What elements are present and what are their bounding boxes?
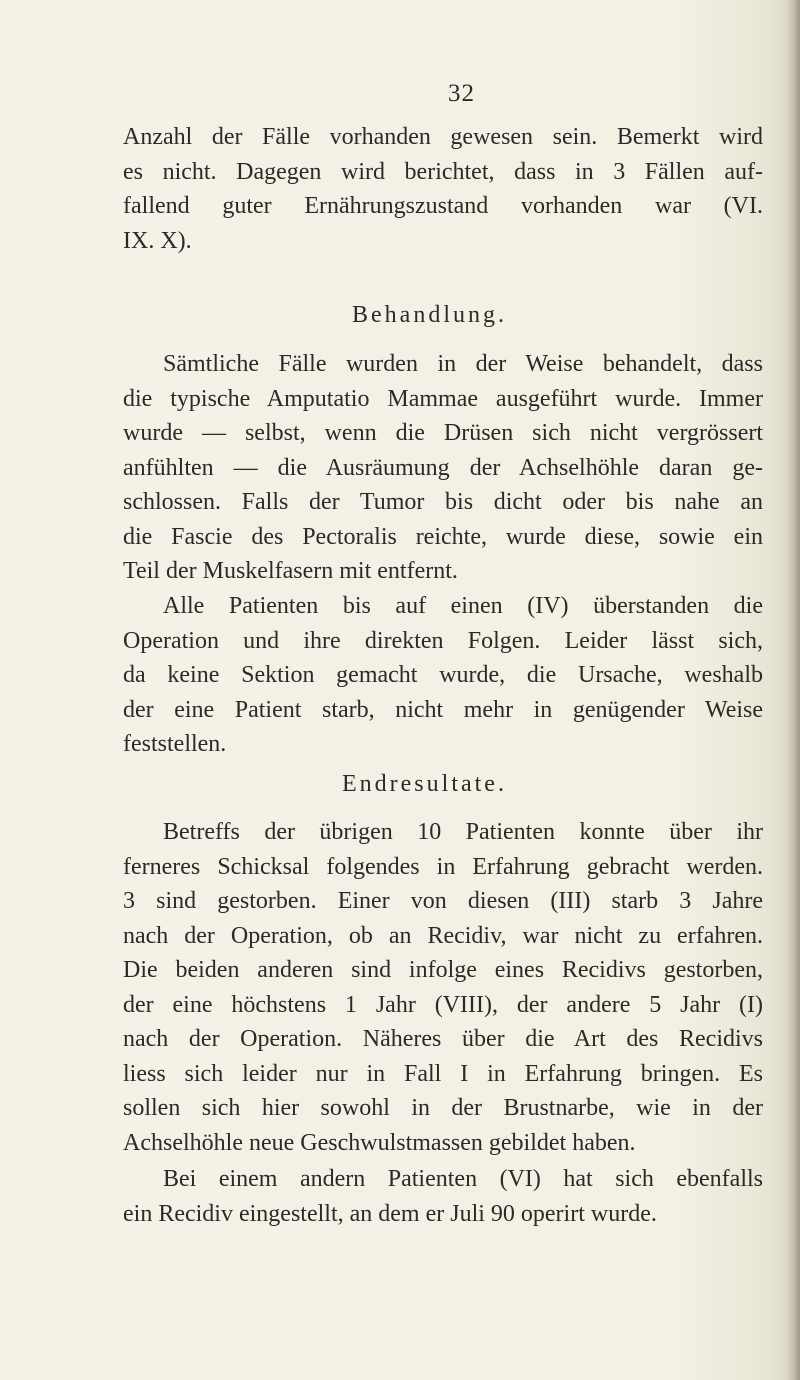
text-line: Anzahl der Fälle vorhanden gewesen sein. Bemerkt wird — [123, 124, 763, 150]
paragraph-5 — [123, 1162, 763, 1231]
text-line: die Fascie des Pectoralis reichte, wurde diese, sowie ein — [123, 523, 763, 550]
paragraph-2 — [123, 347, 763, 589]
text-line: schlossen. Falls der Tumor bis dicht oder bis nahe an — [123, 489, 763, 515]
text-line: feststellen. — [123, 731, 227, 757]
section-heading-behandlung: Behandlung. — [352, 302, 507, 328]
text-line: da keine Sektion gemacht wurde, die Ursache, weshalb — [123, 662, 763, 688]
section-heading-endresultate: Endresultate. — [342, 771, 507, 797]
text-line: Sämtliche Fälle wurden in der Weise behandelt, dass — [163, 351, 763, 377]
text-line: der eine höchstens 1 Jahr (VIII), der andere 5 Jahr (I) — [123, 991, 763, 1018]
text-line: nach der Operation. Näheres über die Art des Recidivs — [123, 1026, 763, 1052]
text-line: IX. X). — [123, 227, 192, 254]
paragraph-4 — [123, 815, 763, 1160]
text-line: Betreffs der übrigen 10 Patienten konnte über ihr — [163, 819, 763, 845]
text-line: Operation und ihre direkten Folgen. Leider lässt sich, — [123, 627, 763, 654]
text-line: der eine Patient starb, nicht mehr in genügender Weise — [123, 696, 763, 723]
text-line: Teil der Muskelfasern mit entfernt. — [123, 558, 458, 584]
text-line: fallend guter Ernährungszustand vorhanden war (VI. — [123, 193, 763, 219]
text-line: es nicht. Dagegen wird berichtet, dass in 3 Fällen auf- — [123, 158, 763, 185]
text-line: liess sich leider nur in Fall I in Erfahrung bringen. Es — [123, 1060, 763, 1087]
paragraph-1 — [123, 120, 763, 258]
page-number: 32 — [448, 80, 475, 107]
text-line: ferneres Schicksal folgendes in Erfahrung gebracht werden. — [123, 853, 763, 880]
text-line: Bei einem andern Patienten (VI) hat sich ebenfalls — [163, 1166, 763, 1192]
text-line: wurde — selbst, wenn die Drüsen sich nicht vergrössert — [123, 420, 763, 446]
text-line: die typische Amputatio Mammae ausgeführt wurde. Immer — [123, 385, 763, 412]
text-line: ein Recidiv eingestellt, an dem er Juli 90 operirt wurde. — [123, 1200, 657, 1227]
text-line: Achselhöhle neue Geschwulstmassen gebildet haben. — [123, 1129, 636, 1156]
text-line: Die beiden anderen sind infolge eines Recidivs gestorben, — [123, 957, 763, 983]
text-line: anfühlten — die Ausräumung der Achselhöhle daran ge- — [123, 454, 763, 481]
text-line: nach der Operation, ob an Recidiv, war nicht zu erfahren. — [123, 922, 763, 949]
paragraph-3 — [123, 589, 763, 762]
text-line: 3 sind gestorben. Einer von diesen (III) starb 3 Jahre — [123, 888, 763, 914]
page-edge-shadow — [786, 0, 800, 1380]
text-line: sollen sich hier sowohl in der Brustnarbe, wie in der — [123, 1095, 763, 1121]
text-line: Alle Patienten bis auf einen (IV) überstanden die — [163, 593, 763, 619]
